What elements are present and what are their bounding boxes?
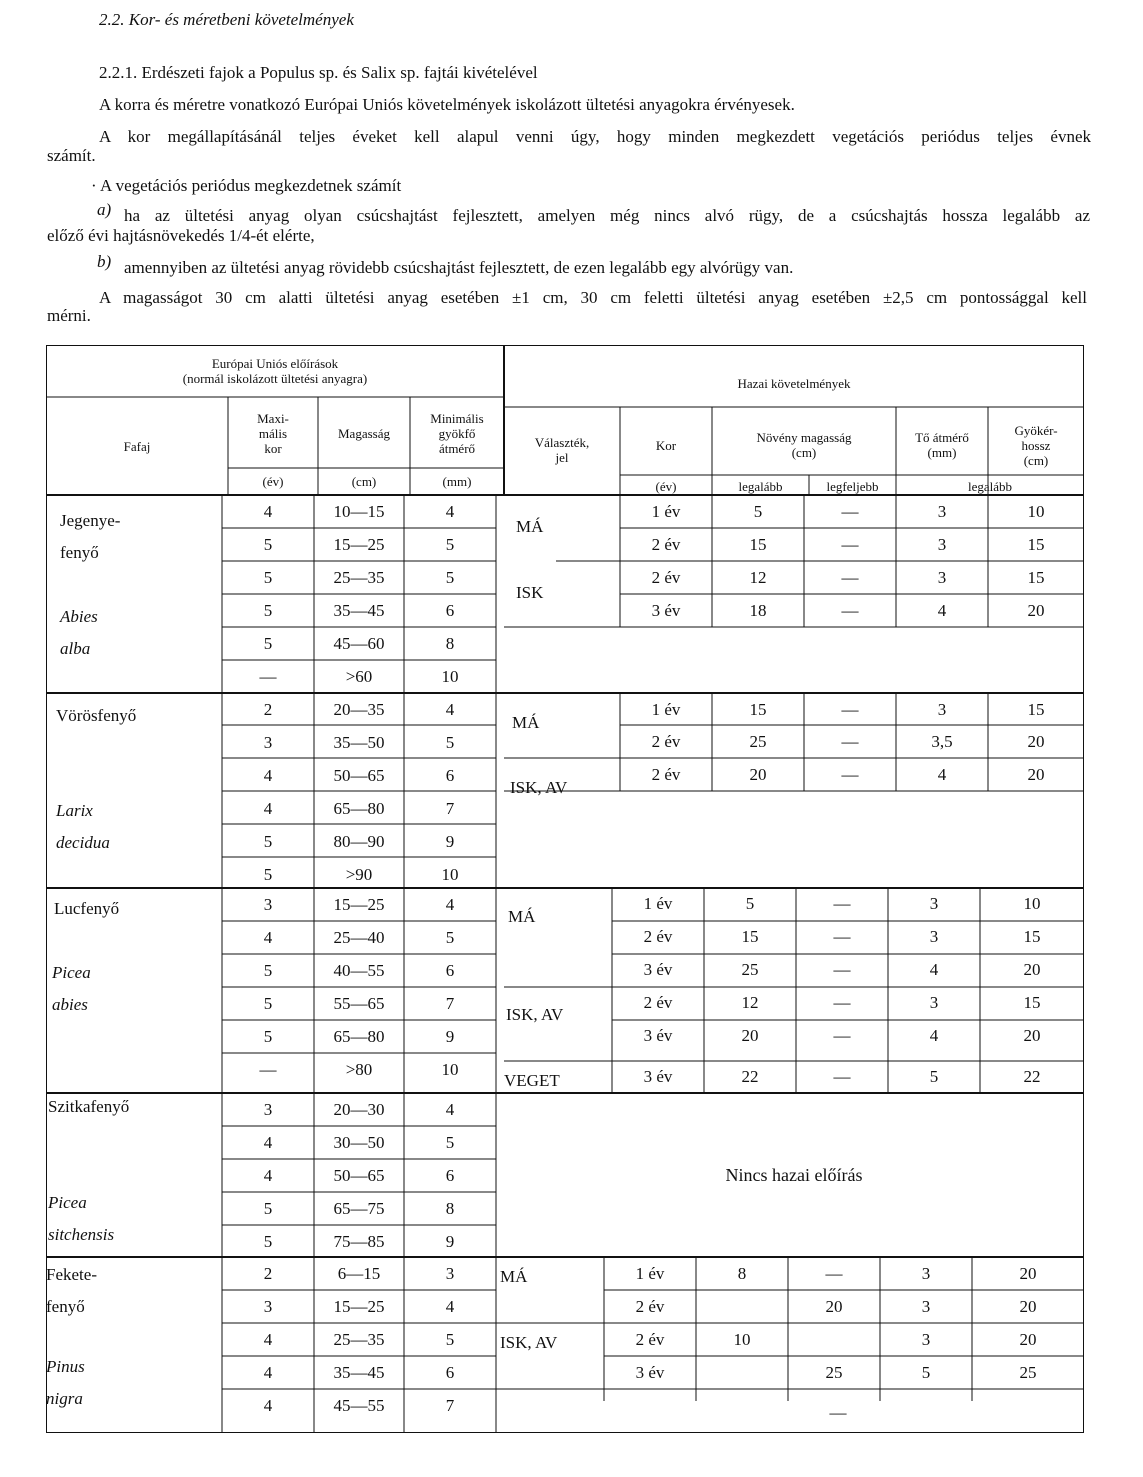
dom-gyokerhossz: 20 xyxy=(1019,1296,1037,1316)
eu-gyokfo: 9 xyxy=(445,1231,455,1251)
eu-magassag: 35—50 xyxy=(333,732,385,752)
choice-label: VEGET xyxy=(504,1071,560,1090)
dom-magassag-min: 8 xyxy=(737,1263,747,1283)
species-latin-line-2: abies xyxy=(52,995,88,1014)
eu-gyokfo: 9 xyxy=(445,1026,455,1046)
choice-label: ISK xyxy=(516,583,544,602)
eu-gyokfo: 7 xyxy=(445,993,455,1013)
dom-magassag-min: 12 xyxy=(749,567,767,587)
species-name xyxy=(46,1259,97,1323)
dom-to-atmero: 3 xyxy=(937,501,947,521)
choice-label: ISK, AV xyxy=(506,1005,564,1024)
eu-max-kor: — xyxy=(259,1059,277,1079)
dom-magassag-max xyxy=(788,1323,880,1356)
dom-kor: 2 év xyxy=(651,731,681,751)
paragraph-3: · A vegetációs periódus megkezdetnek számít xyxy=(91,176,402,195)
eu-gyokfo: 7 xyxy=(445,1395,455,1415)
dom-kor: 1 év xyxy=(643,894,673,913)
dom-kor: 1 év xyxy=(651,501,681,521)
eu-magassag: 65—75 xyxy=(333,1198,385,1218)
eu-max-kor: 4 xyxy=(263,1395,273,1415)
eu-gyokfo: 3 xyxy=(445,1263,455,1283)
eu-magassag: 6—15 xyxy=(337,1263,381,1283)
eu-max-kor: 5 xyxy=(263,993,273,1013)
unit-cm: (cm) xyxy=(351,473,377,489)
dom-gyokerhossz: 20 xyxy=(1019,1329,1037,1349)
dom-gyokerhossz: 10 xyxy=(1023,894,1041,913)
species-latin xyxy=(56,795,110,859)
eu-magassag: 20—30 xyxy=(333,1099,385,1119)
dom-to-atmero: 4 xyxy=(929,960,939,979)
eu-gyokfo: 5 xyxy=(445,732,455,752)
eu-max-kor: 5 xyxy=(263,633,273,653)
col-kor: Kor xyxy=(655,437,677,453)
dom-magassag-max: — xyxy=(841,534,859,554)
dom-magassag-max: — xyxy=(833,927,851,946)
dom-magassag-max: 20 xyxy=(825,1296,843,1316)
eu-magassag: 20—35 xyxy=(333,699,385,719)
dom-to-atmero: 3 xyxy=(921,1329,931,1349)
eu-gyokfo: 7 xyxy=(445,798,455,818)
eu-magassag: >80 xyxy=(345,1059,373,1079)
species-name-line-1: Jegenye- xyxy=(60,511,121,530)
choice-label: MÁ xyxy=(512,713,540,732)
eu-max-kor: 3 xyxy=(263,1099,273,1119)
species-latin xyxy=(52,957,91,1021)
col-noveny-magassag: Növény magasság (cm) xyxy=(756,430,852,460)
unit-ev: (év) xyxy=(262,473,284,489)
species-name xyxy=(54,893,119,925)
paragraph-3-text: A vegetációs periódus megkezdetnek számít xyxy=(99,176,402,195)
species-latin-line-2: decidua xyxy=(56,833,110,852)
dom-magassag-min: 18 xyxy=(749,600,767,620)
dom-magassag-max: — xyxy=(841,764,859,784)
dom-magassag-max: 25 xyxy=(825,1362,843,1382)
eu-magassag: 65—80 xyxy=(333,798,385,818)
eu-max-kor: 4 xyxy=(263,501,273,521)
section-heading: 2.2. Kor- és méretbeni követelmények xyxy=(99,10,354,29)
paragraph-1: A korra és méretre vonatkozó Európai Uniós követelmények iskolázott ültetési anyagokra érvényesek. xyxy=(99,95,795,114)
dom-kor: 3 év xyxy=(643,1067,673,1086)
species-latin-line-1: Larix xyxy=(56,801,93,820)
eu-max-kor: 4 xyxy=(263,1362,273,1382)
dom-magassag-min xyxy=(696,1290,788,1323)
dom-magassag-max: — xyxy=(841,600,859,620)
sub-legalabb: legalább xyxy=(738,478,783,494)
eu-magassag: 25—35 xyxy=(333,567,385,587)
species-latin-line-1: Abies xyxy=(60,607,98,626)
eu-gyokfo: 4 xyxy=(445,894,455,914)
paragraph-6-line-1: A magasságot 30 cm alatti ültetési anyag esetében ±1 cm, 30 cm feletti ültetési anyag esetében ±2,5 cm pontossággal kell xyxy=(99,288,1087,307)
sub-legfeljebb: legfeljebb xyxy=(826,478,879,494)
dom-magassag-min: 15 xyxy=(749,534,767,554)
eu-max-kor: 4 xyxy=(263,1329,273,1349)
dom-gyokerhossz: 20 xyxy=(1019,1263,1037,1283)
no-domestic-rule: Nincs hazai előírás xyxy=(725,1165,863,1185)
dom-magassag-max: — xyxy=(833,1026,851,1045)
eu-magassag: 50—65 xyxy=(333,765,385,785)
eu-magassag: 15—25 xyxy=(333,894,385,914)
dom-magassag-max: — xyxy=(841,699,859,719)
dom-magassag-min: 10 xyxy=(733,1329,751,1349)
dom-to-atmero: 5 xyxy=(929,1067,939,1086)
dom-magassag-min: 15 xyxy=(749,699,767,719)
col-valasztek: Választék, jel xyxy=(534,435,590,465)
choice-label: ISK, AV xyxy=(500,1333,558,1352)
eu-gyokfo: 10 xyxy=(441,666,459,686)
dom-magassag-min: 20 xyxy=(749,764,767,784)
unit-kor: (év) xyxy=(655,478,677,494)
dom-kor: 3 év xyxy=(643,960,673,979)
species-name-line-1: Fekete- xyxy=(46,1265,97,1284)
choice-label: MÁ xyxy=(500,1267,528,1286)
dom-magassag-max: — xyxy=(833,960,851,979)
eu-max-kor: 3 xyxy=(263,732,273,752)
choice-label: ISK, AV xyxy=(510,778,568,797)
dom-gyokerhossz: 20 xyxy=(1027,764,1045,784)
eu-max-kor: 5 xyxy=(263,1198,273,1218)
choice-label: MÁ xyxy=(508,907,536,926)
dom-magassag-max: — xyxy=(841,501,859,521)
dom-gyokerhossz: 15 xyxy=(1027,534,1045,554)
species-latin-line-2: alba xyxy=(60,639,91,658)
eu-max-kor: 4 xyxy=(263,927,273,947)
eu-max-kor: 3 xyxy=(263,1296,273,1316)
species-name-line-2: fenyő xyxy=(60,543,99,562)
eu-max-kor: 4 xyxy=(263,1132,273,1152)
dom-to-atmero: 5 xyxy=(921,1362,931,1382)
dom-magassag-min xyxy=(696,1356,788,1389)
dom-magassag-min: 5 xyxy=(745,894,755,913)
sub-legalabb-2: legalább xyxy=(967,478,1013,494)
dom-magassag-max: — xyxy=(841,567,859,587)
dom-magassag-min: 5 xyxy=(753,501,763,521)
dom-gyokerhossz: 20 xyxy=(1027,731,1045,751)
eu-gyokfo: 10 xyxy=(441,864,459,884)
dom-magassag-min: 15 xyxy=(741,927,759,946)
eu-gyokfo: 8 xyxy=(445,633,455,653)
dom-gyokerhossz: 15 xyxy=(1027,567,1045,587)
eu-gyokfo: 4 xyxy=(445,1296,455,1316)
eu-gyokfo: 4 xyxy=(445,501,455,521)
eu-gyokfo: 10 xyxy=(441,1059,459,1079)
eu-magassag: 75—85 xyxy=(333,1231,385,1251)
eu-magassag: 15—25 xyxy=(333,1296,385,1316)
species-name-line-1: Lucfenyő xyxy=(54,899,120,918)
dom-gyokerhossz: 20 xyxy=(1027,600,1045,620)
eu-gyokfo: 9 xyxy=(445,831,455,851)
dom-gyokerhossz: 20 xyxy=(1023,960,1041,979)
eu-max-kor: 2 xyxy=(263,699,273,719)
dom-kor: 2 év xyxy=(651,534,681,554)
choice-label: MÁ xyxy=(516,517,544,536)
dom-magassag-min: 20 xyxy=(741,1026,759,1045)
dom-to-atmero: 3 xyxy=(921,1296,931,1316)
dom-to-atmero: 3 xyxy=(929,894,939,913)
dom-magassag-min: 25 xyxy=(749,731,767,751)
species-latin-line-2: sitchensis xyxy=(48,1225,115,1244)
dom-gyokerhossz: 25 xyxy=(1019,1362,1037,1382)
eu-gyokfo: 6 xyxy=(445,960,455,980)
eu-magassag: >60 xyxy=(345,666,373,686)
eu-gyokfo: 5 xyxy=(445,567,455,587)
dom-magassag-min: 22 xyxy=(741,1067,759,1086)
species-latin-line-2: nigra xyxy=(46,1389,83,1408)
species-latin-line-1: Picea xyxy=(52,963,91,982)
eu-header-line-2: (normál iskolázott ültetési anyagra) xyxy=(182,371,368,386)
dom-kor: 3 év xyxy=(635,1362,665,1382)
eu-magassag: 30—50 xyxy=(333,1132,385,1152)
dom-to-atmero: 3 xyxy=(937,567,947,587)
paragraph-4-line-2: előző évi hajtásnövekedés 1/4-ét elérte, xyxy=(47,226,315,245)
eu-max-kor: 2 xyxy=(263,1263,273,1283)
eu-gyokfo: 5 xyxy=(445,1132,455,1152)
dom-magassag-min: 25 xyxy=(741,960,759,979)
eu-max-kor: 5 xyxy=(263,960,273,980)
paragraph-2-line-2: számít. xyxy=(47,146,96,165)
eu-magassag: 45—60 xyxy=(333,633,385,653)
eu-gyokfo: 6 xyxy=(445,1165,455,1185)
species-name xyxy=(48,1091,129,1123)
dom-to-atmero: 4 xyxy=(929,1026,939,1045)
dom-magassag-max: — xyxy=(825,1263,843,1283)
dom-kor: 2 év xyxy=(651,764,681,784)
eu-max-kor: — xyxy=(259,666,277,686)
col-fafaj: Fafaj xyxy=(123,438,151,454)
eu-magassag: 35—45 xyxy=(333,600,385,620)
requirements-table xyxy=(46,345,1084,1433)
dom-gyokerhossz: 10 xyxy=(1027,501,1045,521)
eu-magassag: 40—55 xyxy=(333,960,385,980)
eu-magassag: 35—45 xyxy=(333,1362,385,1382)
eu-gyokfo: 5 xyxy=(445,534,455,554)
subsection-heading: 2.2.1. Erdészeti fajok a Populus sp. és Salix sp. fajtái kivételével xyxy=(99,63,538,82)
dom-magassag-max: — xyxy=(841,731,859,751)
species-name xyxy=(60,505,120,569)
dom-magassag-min: 12 xyxy=(741,993,759,1012)
dom-kor: 2 év xyxy=(651,567,681,587)
dom-to-atmero: 3 xyxy=(921,1263,931,1283)
eu-gyokfo: 4 xyxy=(445,699,455,719)
eu-magassag: 45—55 xyxy=(333,1395,385,1415)
col-gyokfo: Minimális gyökfő átmérő xyxy=(430,410,484,456)
species-name-line-1: Szitkafenyő xyxy=(48,1097,130,1116)
dom-to-atmero: 3,5 xyxy=(931,731,953,751)
dom-kor: 2 év xyxy=(635,1329,665,1349)
dom-kor: 2 év xyxy=(635,1296,665,1316)
dom-to-atmero: 3 xyxy=(929,927,939,946)
eu-magassag: 50—65 xyxy=(333,1165,385,1185)
eu-gyokfo: 6 xyxy=(445,765,455,785)
species-latin-line-1: Picea xyxy=(48,1193,87,1212)
eu-header-line-1: Európai Uniós előírások xyxy=(211,356,339,371)
col-gyokerhossz: Gyökér- hossz (cm) xyxy=(1014,422,1058,468)
eu-max-kor: 5 xyxy=(263,864,273,884)
species-latin xyxy=(46,1351,85,1415)
dom-magassag-max: — xyxy=(833,894,851,913)
eu-header xyxy=(46,353,504,389)
eu-max-kor: 5 xyxy=(263,831,273,851)
eu-max-kor: 5 xyxy=(263,534,273,554)
dom-kor: 3 év xyxy=(643,1026,673,1045)
eu-magassag: 10—15 xyxy=(333,501,385,521)
eu-magassag: >90 xyxy=(345,864,373,884)
trailing-dash: — xyxy=(829,1403,847,1422)
eu-max-kor: 4 xyxy=(263,765,273,785)
eu-gyokfo: 5 xyxy=(445,1329,455,1349)
dom-to-atmero: 3 xyxy=(937,699,947,719)
eu-max-kor: 5 xyxy=(263,1231,273,1251)
species-latin xyxy=(48,1187,114,1251)
domestic-header: Hazai követelmények xyxy=(737,375,851,391)
dom-to-atmero: 3 xyxy=(937,534,947,554)
eu-max-kor: 4 xyxy=(263,1165,273,1185)
paragraph-6-line-2: mérni. xyxy=(47,306,91,325)
dom-magassag-max: — xyxy=(833,993,851,1012)
eu-max-kor: 3 xyxy=(263,894,273,914)
dom-gyokerhossz: 15 xyxy=(1023,927,1041,946)
eu-gyokfo: 6 xyxy=(445,1362,455,1382)
unit-mm: (mm) xyxy=(442,473,472,489)
list-marker-b: b) xyxy=(97,252,112,271)
dom-kor: 3 év xyxy=(651,600,681,620)
dom-to-atmero: 4 xyxy=(937,600,947,620)
eu-magassag: 65—80 xyxy=(333,1026,385,1046)
eu-magassag: 25—40 xyxy=(333,927,385,947)
col-to-atmero: Tő átmérő (mm) xyxy=(915,430,969,460)
col-max-kor: Maxi- mális kor xyxy=(257,410,289,456)
species-name-line-1: Vörösfenyő xyxy=(56,706,137,725)
paragraph-5: amennyiben az ültetési anyag rövidebb csúcshajtást fejlesztett, de ezen legalább egy alvórügy van. xyxy=(124,258,794,277)
dom-kor: 1 év xyxy=(635,1263,665,1283)
list-marker-a: a) xyxy=(97,200,112,219)
species-latin xyxy=(60,601,98,665)
eu-gyokfo: 8 xyxy=(445,1198,455,1218)
dom-gyokerhossz: 20 xyxy=(1023,1026,1041,1045)
species-name-line-2: fenyő xyxy=(46,1297,85,1316)
eu-gyokfo: 4 xyxy=(445,1099,455,1119)
eu-magassag: 15—25 xyxy=(333,534,385,554)
eu-gyokfo: 6 xyxy=(445,600,455,620)
eu-max-kor: 4 xyxy=(263,798,273,818)
eu-max-kor: 5 xyxy=(263,567,273,587)
eu-gyokfo: 5 xyxy=(445,927,455,947)
species-name xyxy=(56,700,136,732)
paragraph-2-line-1: A kor megállapításánál teljes éveket kell alapul venni úgy, hogy minden megkezdett vegetációs periódus teljes évnek xyxy=(99,127,1091,146)
dom-kor: 2 év xyxy=(643,927,673,946)
paragraph-4-line-1: ha az ültetési anyag olyan csúcshajtást fejlesztett, amelyen még nincs alvó rügy, de a csúcshajtás hossza legalább az xyxy=(124,206,1090,225)
dom-gyokerhossz: 15 xyxy=(1027,699,1045,719)
eu-magassag: 80—90 xyxy=(333,831,385,851)
eu-magassag: 55—65 xyxy=(333,993,385,1013)
dom-gyokerhossz: 15 xyxy=(1023,993,1041,1012)
eu-magassag: 25—35 xyxy=(333,1329,385,1349)
eu-max-kor: 5 xyxy=(263,1026,273,1046)
eu-max-kor: 5 xyxy=(263,600,273,620)
species-latin-line-1: Pinus xyxy=(46,1357,85,1376)
dom-to-atmero: 4 xyxy=(937,764,947,784)
dom-kor: 2 év xyxy=(643,993,673,1012)
col-magassag: Magasság xyxy=(338,425,390,441)
dom-gyokerhossz: 22 xyxy=(1023,1067,1041,1086)
dom-magassag-max: — xyxy=(833,1067,851,1086)
dom-kor: 1 év xyxy=(651,699,681,719)
dom-to-atmero: 3 xyxy=(929,993,939,1012)
